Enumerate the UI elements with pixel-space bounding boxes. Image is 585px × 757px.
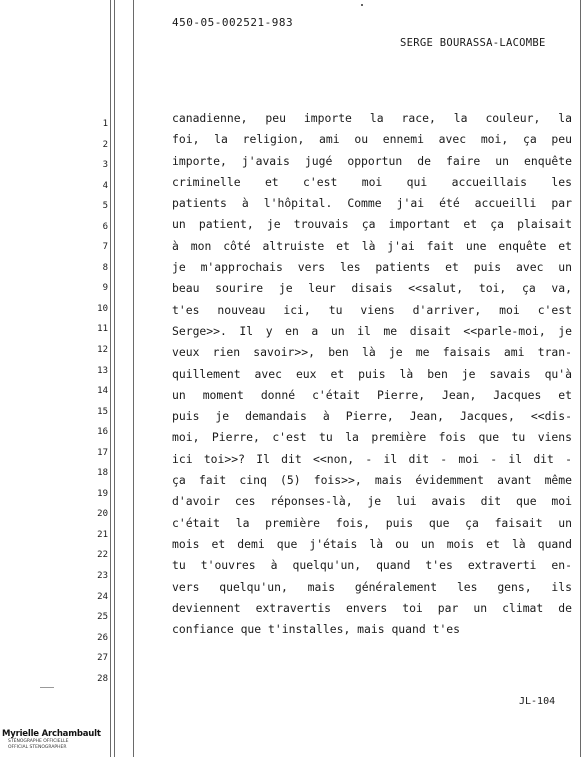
transcript-line: foi, la religion, ami ou ennemi avec moi, ça peu xyxy=(172,132,572,147)
left-margin-rule-2 xyxy=(114,0,115,757)
line-number: 11 xyxy=(97,324,108,335)
line-number: 15 xyxy=(97,406,108,417)
line-number: 26 xyxy=(97,632,108,643)
transcript-line: un moment donné c'était Pierre, Jean, Jacques et xyxy=(172,387,572,402)
line-number: 10 xyxy=(97,303,108,314)
line-number: 2 xyxy=(102,139,108,150)
stenographer-title-en: OFFICIAL STENOGRAPHER xyxy=(8,745,67,750)
line-number: 18 xyxy=(97,468,108,479)
line-number: 5 xyxy=(102,201,108,212)
line-number: 23 xyxy=(97,571,108,582)
stenographer-name: Myrielle Archambault xyxy=(2,729,101,739)
transcript-line: un patient, je trouvais ça important et ça plaisait xyxy=(172,217,572,232)
line-number: 7 xyxy=(102,242,108,253)
line-number: 1 xyxy=(102,119,108,129)
transcript-line: patients à l'hôpital. Comme j'ai été accueilli par xyxy=(172,196,572,211)
scan-mark xyxy=(40,687,54,688)
transcript-line: deviennent extravertis envers toi par un climat de xyxy=(172,600,572,615)
line-number: 16 xyxy=(97,427,108,438)
line-number: 3 xyxy=(102,160,108,171)
line-number: 13 xyxy=(97,365,108,376)
transcript-line: t'es nouveau ici, tu viens d'arriver, moi c'est xyxy=(172,302,572,317)
line-number: 14 xyxy=(97,386,108,397)
transcript-line: d'avoir ces réponses-là, je lui avais dit que moi xyxy=(172,494,572,509)
line-number: 25 xyxy=(97,612,108,623)
transcript-line: confiance que t'installes, mais quand t'es xyxy=(172,622,461,637)
transcript-line: quillement avec eux et puis là ben je savais qu'à xyxy=(172,366,572,381)
line-number: 21 xyxy=(97,529,108,540)
transcript-line: canadienne, peu importe la race, la couleur, la xyxy=(172,111,572,125)
line-number: 4 xyxy=(102,180,108,191)
page-code: JL-104 xyxy=(519,696,556,707)
transcript-line: beau sourire je leur disais <<salut, toi, ça va, xyxy=(172,281,572,296)
line-number: 24 xyxy=(97,591,108,602)
stenographer-logo xyxy=(2,729,101,751)
line-number: 27 xyxy=(97,653,108,664)
line-number-column xyxy=(88,114,108,689)
transcript-line: criminelle et c'est moi qui accueillais les xyxy=(172,174,572,189)
line-number: 20 xyxy=(97,509,108,520)
transcript-line: moi, Pierre, c'est tu la première fois que tu viens xyxy=(172,430,572,445)
left-margin-rule-1 xyxy=(110,0,111,757)
line-number: 19 xyxy=(97,488,108,499)
right-margin-rule xyxy=(580,0,581,757)
stenographer-title-fr: STÉNOGRAPHE OFFICIELLE xyxy=(8,739,69,744)
transcript-line: Serge>>. Il y en a un il me disait <<parle-moi, je xyxy=(172,323,572,338)
line-number: 8 xyxy=(102,262,108,273)
file-number: 450-05-002521-983 xyxy=(172,16,294,29)
line-number: 22 xyxy=(97,550,108,561)
transcript-line: ici toi>>? Il dit <<non, - il dit - moi - il dit - xyxy=(172,451,572,466)
line-number: 9 xyxy=(102,283,108,294)
line-number: 12 xyxy=(97,345,108,356)
transcript-line: vers quelqu'un, mais généralement les gens, ils xyxy=(172,579,572,594)
transcript-line: importe, j'avais jugé opportun de faire un enquête xyxy=(172,153,572,168)
line-number: 28 xyxy=(97,673,108,684)
transcript-line: ça fait cinq (5) fois>>, mais évidemment avant même xyxy=(172,473,572,488)
scan-speck xyxy=(361,4,363,6)
transcript-body xyxy=(172,108,572,640)
transcript-line: à mon côté altruiste et là j'ai fait une enquête et xyxy=(172,238,572,253)
transcript-line: puis je demandais à Pierre, Jean, Jacques, <<dis- xyxy=(172,409,572,424)
transcript-line: c'était la première fois, puis que ça faisait un xyxy=(172,515,572,530)
left-margin-rule-3 xyxy=(133,0,134,757)
transcript-line: tu t'ouvres à quelqu'un, quand t'es extraverti en- xyxy=(172,558,572,573)
transcript-line: je m'approchais vers les patients et puis avec un xyxy=(172,260,572,275)
transcript-line: veux rien savoir>>, ben là je me faisais ami tran- xyxy=(172,345,572,360)
witness-name: SERGE BOURASSA-LACOMBE xyxy=(400,37,546,49)
transcript-line: mois et demi que j'étais là ou un mois et là quand xyxy=(172,536,572,551)
line-number: 6 xyxy=(102,221,108,232)
line-number: 17 xyxy=(97,447,108,458)
